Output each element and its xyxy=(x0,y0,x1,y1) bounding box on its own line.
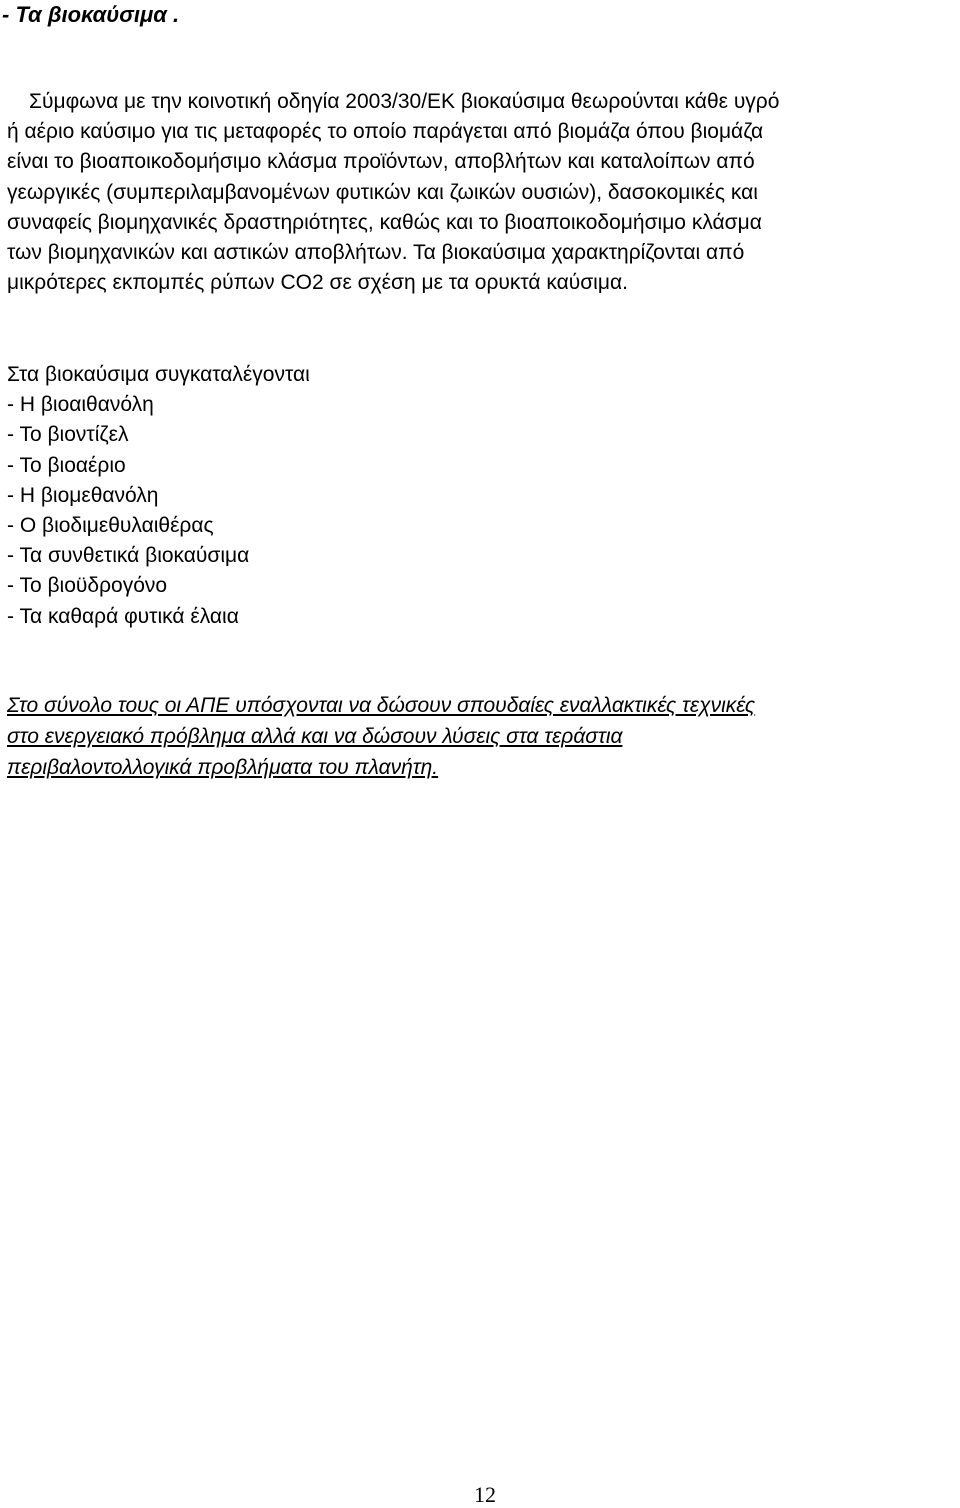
paragraph-line: ή αέριο καύσιμο για τις μεταφορές το οποίο παράγεται από βιομάζα όπου βιομάζα xyxy=(7,120,764,144)
list-item: - Ο βιοδιμεθυλαιθέρας xyxy=(7,514,214,538)
section-heading: - Τα βιοκαύσιμα . xyxy=(2,2,180,27)
list-item: - Τα καθαρά φυτικά έλαια xyxy=(7,604,239,628)
paragraph-line: είναι το βιοαποικοδομήσιμο κλάσμα προϊόντων, αποβλήτων και καταλοίπων από xyxy=(7,150,755,174)
paragraph-line: συναφείς βιομηχανικές δραστηριότητες, καθώς και το βιοαποικοδομήσιμο κλάσμα xyxy=(7,210,762,234)
page-number: 12 xyxy=(474,1482,496,1507)
list-item: - Η βιοαιθανόλη xyxy=(7,393,154,417)
conclusion-line: στο ενεργειακό πρόβλημα αλλά και να δώσουν λύσεις στα τεράστια xyxy=(7,725,623,748)
paragraph-line: μικρότερες εκπομπές ρύπων CO2 σε σχέση με τα ορυκτά καύσιμα. xyxy=(7,271,628,295)
list-item: - Το βιοντίζελ xyxy=(7,423,129,447)
paragraph-line: Σύμφωνα με την κοινοτική οδηγία 2003/30/ΕΚ βιοκαύσιμα θεωρούνται κάθε υγρό xyxy=(29,90,780,113)
list-item: - Το βιοϋδρογόνο xyxy=(7,574,168,598)
conclusion-line: Στο σύνολο τους οι ΑΠΕ υπόσχονται να δώσουν σπουδαίες εναλλακτικές τεχνικές xyxy=(7,694,756,717)
paragraph-line: των βιομηχανικών και αστικών αποβλήτων. Τα βιοκαύσιμα χαρακτηρίζονται από xyxy=(7,241,745,265)
conclusion-paragraph xyxy=(7,690,755,783)
conclusion-line: περιβαλοντολλογικά προβλήματα του πλανήτη. xyxy=(7,756,439,779)
list-item: - Τα συνθετικά βιοκαύσιμα xyxy=(7,544,250,568)
intro-paragraph xyxy=(7,87,959,298)
list-item: - Το βιοαέριο xyxy=(7,453,126,477)
list-intro: Στα βιοκαύσιμα συγκαταλέγονται xyxy=(7,363,310,386)
biofuels-list xyxy=(7,360,310,632)
list-item: - Η βιομεθανόλη xyxy=(7,483,159,507)
paragraph-line: γεωργικές (συμπεριλαμβανομένων φυτικών και ζωικών ουσιών), δασοκομικές και xyxy=(7,180,758,204)
